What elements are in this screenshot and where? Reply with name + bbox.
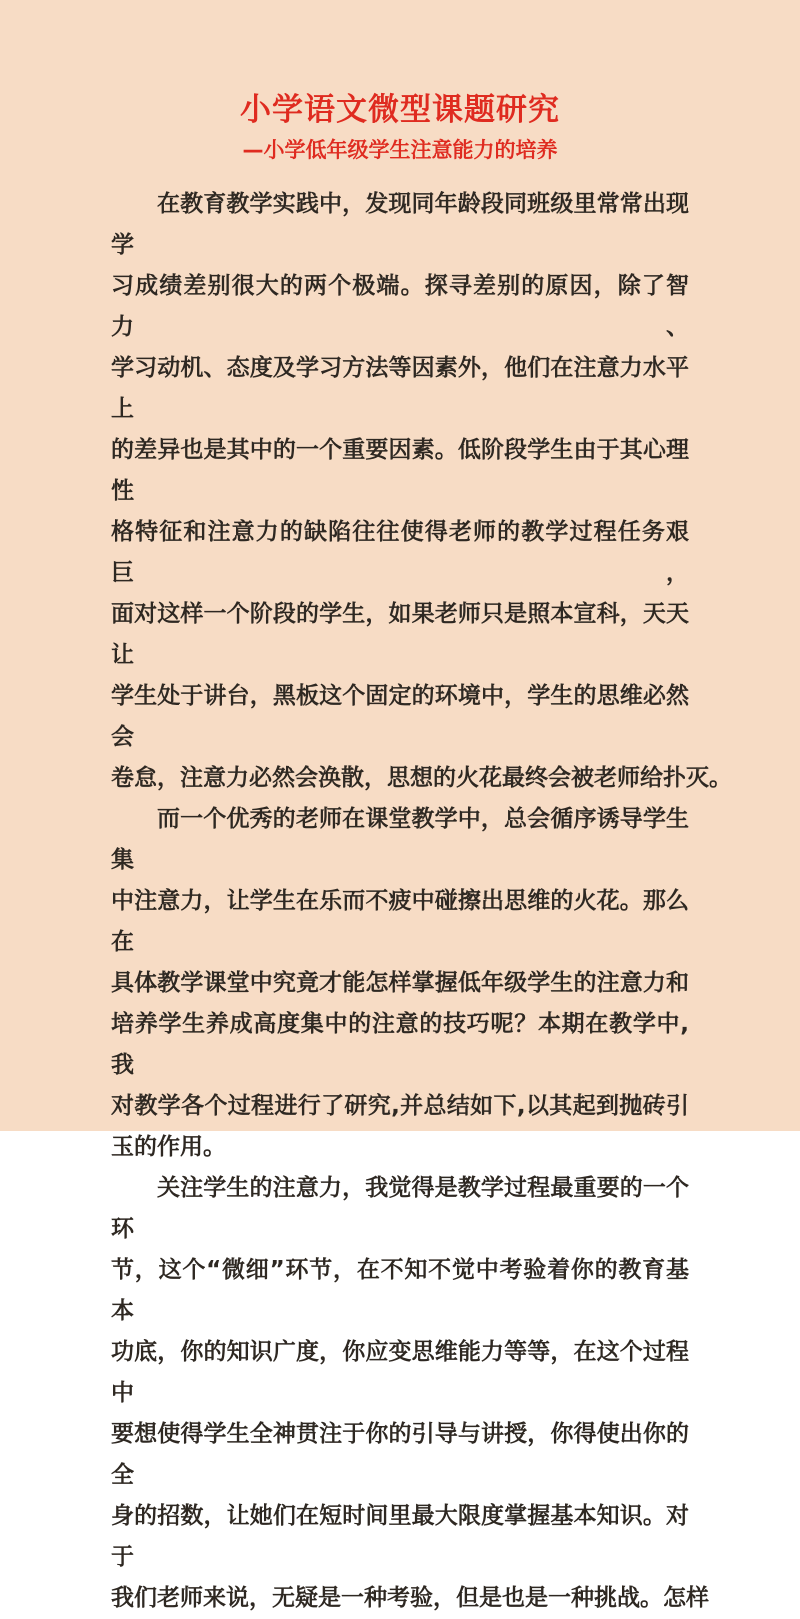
text-line: 而一个优秀的老师在课堂教学中，总会循序诱导学生集 <box>111 806 689 874</box>
text-line: 功底，你的知识广度，你应变思维能力等等，在这个过程中 <box>111 1339 689 1407</box>
text-line: 面对这样一个阶段的学生，如果老师只是照本宣科，天天让 <box>111 601 689 669</box>
text-line: 学生处于讲台，黑板这个固定的环境中，学生的思维必然会 <box>111 683 689 751</box>
document-subtitle: —小学低年级学生注意能力的培养 <box>242 137 558 162</box>
text-line: 玉的作用。 <box>111 1134 226 1161</box>
text-line: 身的招数，让她们在短时间里最大限度掌握基本知识。对于 <box>111 1503 689 1571</box>
text-line: 学习动机、态度及学习方法等因素外，他们在注意力水平上 <box>111 355 689 423</box>
text-line: 的差异也是其中的一个重要因素。低阶段学生由于其心理性 <box>111 437 689 505</box>
paragraph <box>111 184 732 799</box>
text-line: 具体教学课堂中究竟才能怎样掌握低年级学生的注意力和 <box>111 970 689 997</box>
text-line: 节，这个“微细”环节，在不知不觉中考验着你的教育基本 <box>111 1257 689 1325</box>
text-line: 卷怠，注意力必然会涣散，思想的火花最终会被老师给扑灭。 <box>111 765 732 792</box>
text-line: 要想使得学生全神贯注于你的引导与讲授，你得使出你的全 <box>111 1421 689 1489</box>
text-line: 对教学各个过程进行了研究,并总结如下,以其起到抛砖引 <box>111 1093 689 1120</box>
text-line: 关注学生的注意力，我觉得是教学过程最重要的一个环 <box>111 1175 689 1243</box>
document-title: 小学语文微型课题研究 <box>240 92 560 128</box>
text-line: 格特征和注意力的缺陷往往使得老师的教学过程任务艰巨， <box>111 519 689 587</box>
text-line: 在教育教学实践中，发现同年龄段同班级里常常出现学 <box>111 191 689 259</box>
text-line: 中注意力，让学生在乐而不疲中碰擦出思维的火花。那么在 <box>111 888 689 956</box>
document-body <box>111 184 732 1619</box>
text-line: 培养学生养成高度集中的注意的技巧呢？本期在教学中,我 <box>111 1011 689 1079</box>
paragraph <box>111 1168 709 1619</box>
paragraph <box>111 799 689 1168</box>
text-line: 我们老师来说，无疑是一种考验，但是也是一种挑战。怎样 <box>111 1585 709 1612</box>
text-line: 习成绩差别很大的两个极端。探寻差别的原因，除了智力、 <box>111 273 689 341</box>
